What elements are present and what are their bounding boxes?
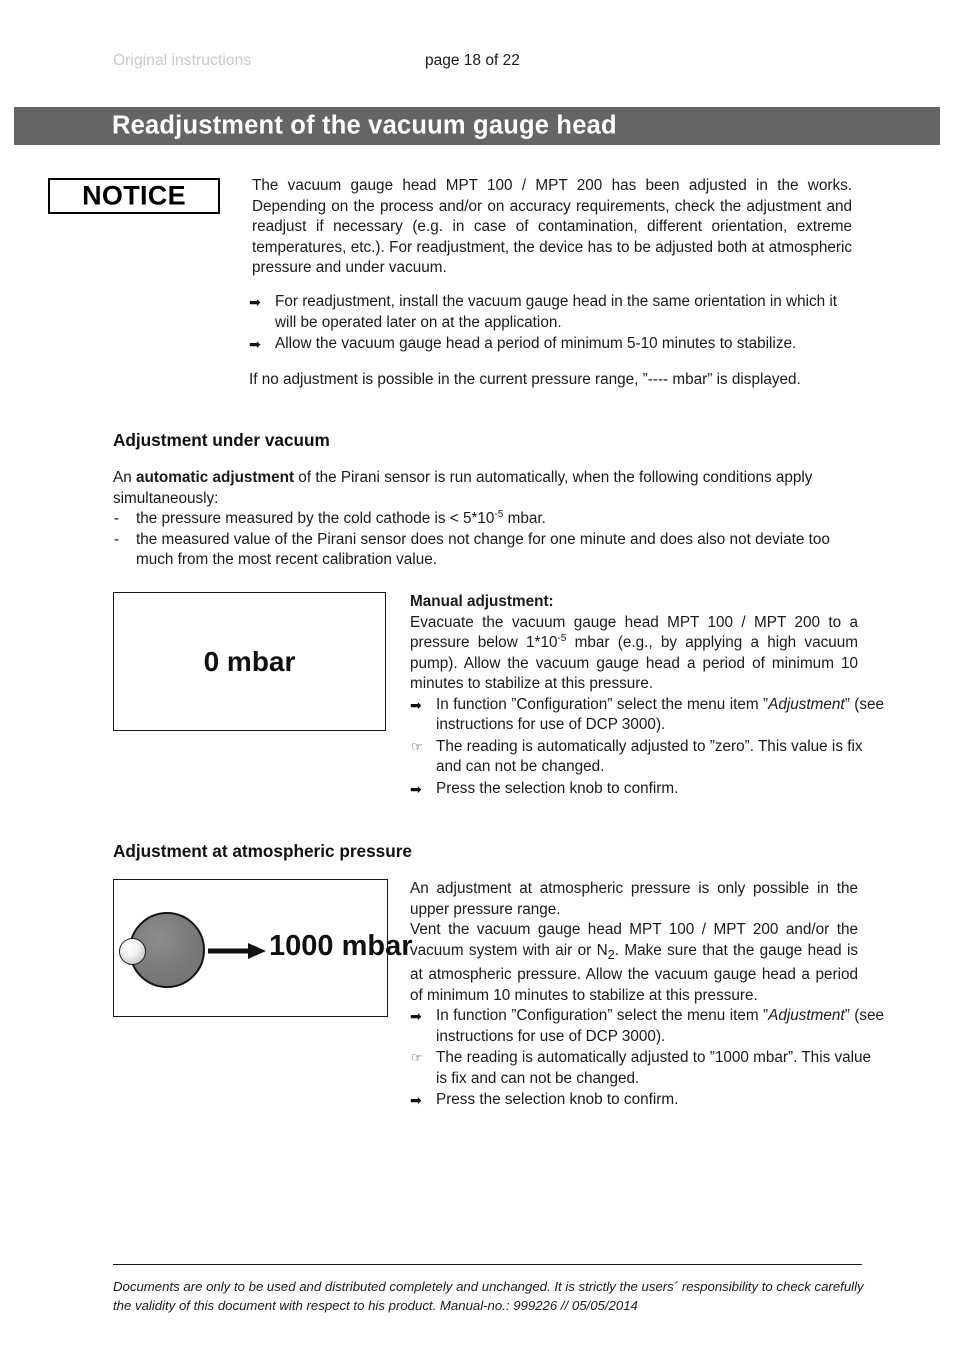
list-item-text-post: ” (see instructions for use of DCP 3000). — [436, 1007, 884, 1045]
list-item — [410, 1090, 884, 1111]
condition-exponent: -5 — [494, 508, 504, 520]
list-item — [249, 334, 855, 355]
original-instructions-label: Original instructions — [113, 52, 252, 69]
condition-text: the measured value of the Pirani sensor does not change for one minute and does also not deviate too much from the most recent calibration value. — [136, 530, 830, 569]
notice-body-text: The vacuum gauge head MPT 100 / MPT 200 has been adjusted in the works. Depending on the process and/or on accuracy requirements, check the adjustment and readjust if necessary (e.g. in case of contamination, different orientation, extreme temperatures, etc.). For readjustment, the device has to be adjusted both at atmospheric pressure and under vacuum. — [252, 177, 852, 276]
right-arrow-icon — [208, 942, 266, 960]
list-item-text: Press the selection knob to confirm. — [436, 779, 679, 797]
list-item-text-italic: Adjustment — [768, 695, 845, 713]
dash-bullet-icon: - — [114, 510, 120, 527]
manual-par-exponent: -5 — [557, 632, 567, 644]
automatic-adjustment-paragraph — [113, 468, 858, 509]
notice-label: NOTICE — [82, 180, 186, 211]
zero-mbar-value: 0 mbar — [203, 645, 296, 677]
list-item-text: The reading is automatically adjusted to ”zero”. This value is fix and can not be changed. — [436, 737, 863, 775]
atmospheric-adjustment-block — [410, 879, 884, 1112]
auto-par-bold: automatic adjustment — [135, 469, 295, 486]
dash-bullet-icon: - — [114, 530, 120, 548]
auto-par-prefix: An — [113, 469, 136, 486]
atm-par2-subscript: 2 — [607, 946, 615, 962]
arrow-bullet-icon: ➡ — [249, 294, 261, 310]
list-item-text: Allow the vacuum gauge head a period of minimum 5-10 minutes to stabilize. — [275, 335, 797, 352]
list-item-text-pre: In function ”Configuration” select the menu item ” — [436, 695, 769, 713]
section-title-bar — [14, 107, 940, 145]
arrow-bullet-icon: ➡ — [410, 696, 422, 713]
atm-par2-after: . Make sure that the gauge head is at atmospheric pressure. Allow the vacuum gauge head a period of minimum 10 minutes to stabilize at this pressure. — [410, 941, 858, 1004]
manual-adjustment-bullet-list — [410, 695, 884, 800]
arrow-bullet-icon: ➡ — [410, 1092, 422, 1109]
hand-bullet-icon: ☞ — [411, 738, 423, 754]
page-number-label: page 18 of 22 — [425, 52, 520, 69]
atmospheric-bullet-list — [410, 1006, 884, 1111]
condition-text: the pressure measured by the cold cathode is < 5*10 — [136, 510, 495, 527]
list-item — [113, 530, 861, 571]
list-item-text: For readjustment, install the vacuum gauge head in the same orientation in which it will be operated later on at the application. — [275, 293, 838, 331]
list-item-text-italic: Adjustment — [768, 1007, 845, 1025]
footer-divider — [113, 1264, 862, 1265]
list-item-text: Press the selection knob to confirm. — [436, 1091, 679, 1109]
heading-adjustment-at-atmospheric-pressure: Adjustment at atmospheric pressure — [113, 841, 412, 861]
page-title: Readjustment of the vacuum gauge head — [112, 111, 617, 140]
manual-par-after: mbar (e.g., by applying a high vacuum pump). Allow the vacuum gauge head a period of minimum 10 minutes to stabilize at this pressure. — [410, 634, 858, 692]
list-item — [113, 509, 861, 530]
manual-adjustment-title: Manual adjustment: — [410, 593, 554, 610]
page-header — [113, 52, 873, 76]
condition-text-after: mbar. — [503, 510, 546, 527]
notice-bullet-list — [249, 292, 855, 356]
atm-paragraph-2 — [410, 920, 858, 1006]
thousand-mbar-display-figure — [113, 879, 413, 1017]
list-item — [249, 292, 855, 333]
manual-par-before: Evacuate the vacuum gauge head MPT 100 / MPT 200 to a pressure below 1*10 — [410, 613, 858, 651]
list-item — [410, 695, 884, 736]
arrow-bullet-icon: ➡ — [249, 336, 261, 352]
arrow-bullet-icon: ➡ — [410, 780, 422, 797]
list-item-text-post: ” (see instructions for use of DCP 3000). — [436, 695, 884, 733]
thousand-mbar-value: 1000 mbar — [269, 930, 413, 962]
zero-mbar-display-figure — [113, 592, 386, 731]
notice-tail-text: If no adjustment is possible in the current pressure range, ”---- mbar” is displayed. — [249, 371, 801, 388]
footer-disclaimer: Documents are only to be used and distributed completely and unchanged. It is strictly the users´ responsibility to check carefully the validity of this document with respect to his product. Manual-no.: 999226 // 05/05/2014 — [113, 1279, 864, 1313]
conditions-list — [113, 509, 861, 571]
list-item-text-pre: In function ”Configuration” select the menu item ” — [436, 1007, 769, 1025]
notice-badge — [48, 178, 220, 214]
list-item-text: The reading is automatically adjusted to ”1000 mbar”. This value is fix and can not be changed. — [436, 1049, 872, 1087]
atm-paragraph-1: An adjustment at atmospheric pressure is only possible in the upper pressure range. — [410, 880, 858, 918]
list-item — [410, 1048, 884, 1089]
list-item — [410, 1006, 884, 1047]
arrow-bullet-icon: ➡ — [410, 1008, 422, 1025]
auto-par-suffix: of the Pirani sensor is run automatically, when the following conditions apply simultaneously: — [113, 469, 813, 507]
manual-adjustment-paragraph — [410, 613, 858, 695]
list-item — [410, 779, 884, 800]
hand-bullet-icon: ☞ — [411, 1050, 423, 1066]
atm-par2-before: Vent the vacuum gauge head MPT 100 / MPT 200 and/or the vacuum system with air or N — [410, 921, 858, 959]
gauge-highlight-bead-icon — [119, 938, 146, 965]
manual-adjustment-block — [410, 592, 884, 800]
heading-adjustment-under-vacuum: Adjustment under vacuum — [113, 430, 330, 450]
list-item — [410, 737, 884, 778]
